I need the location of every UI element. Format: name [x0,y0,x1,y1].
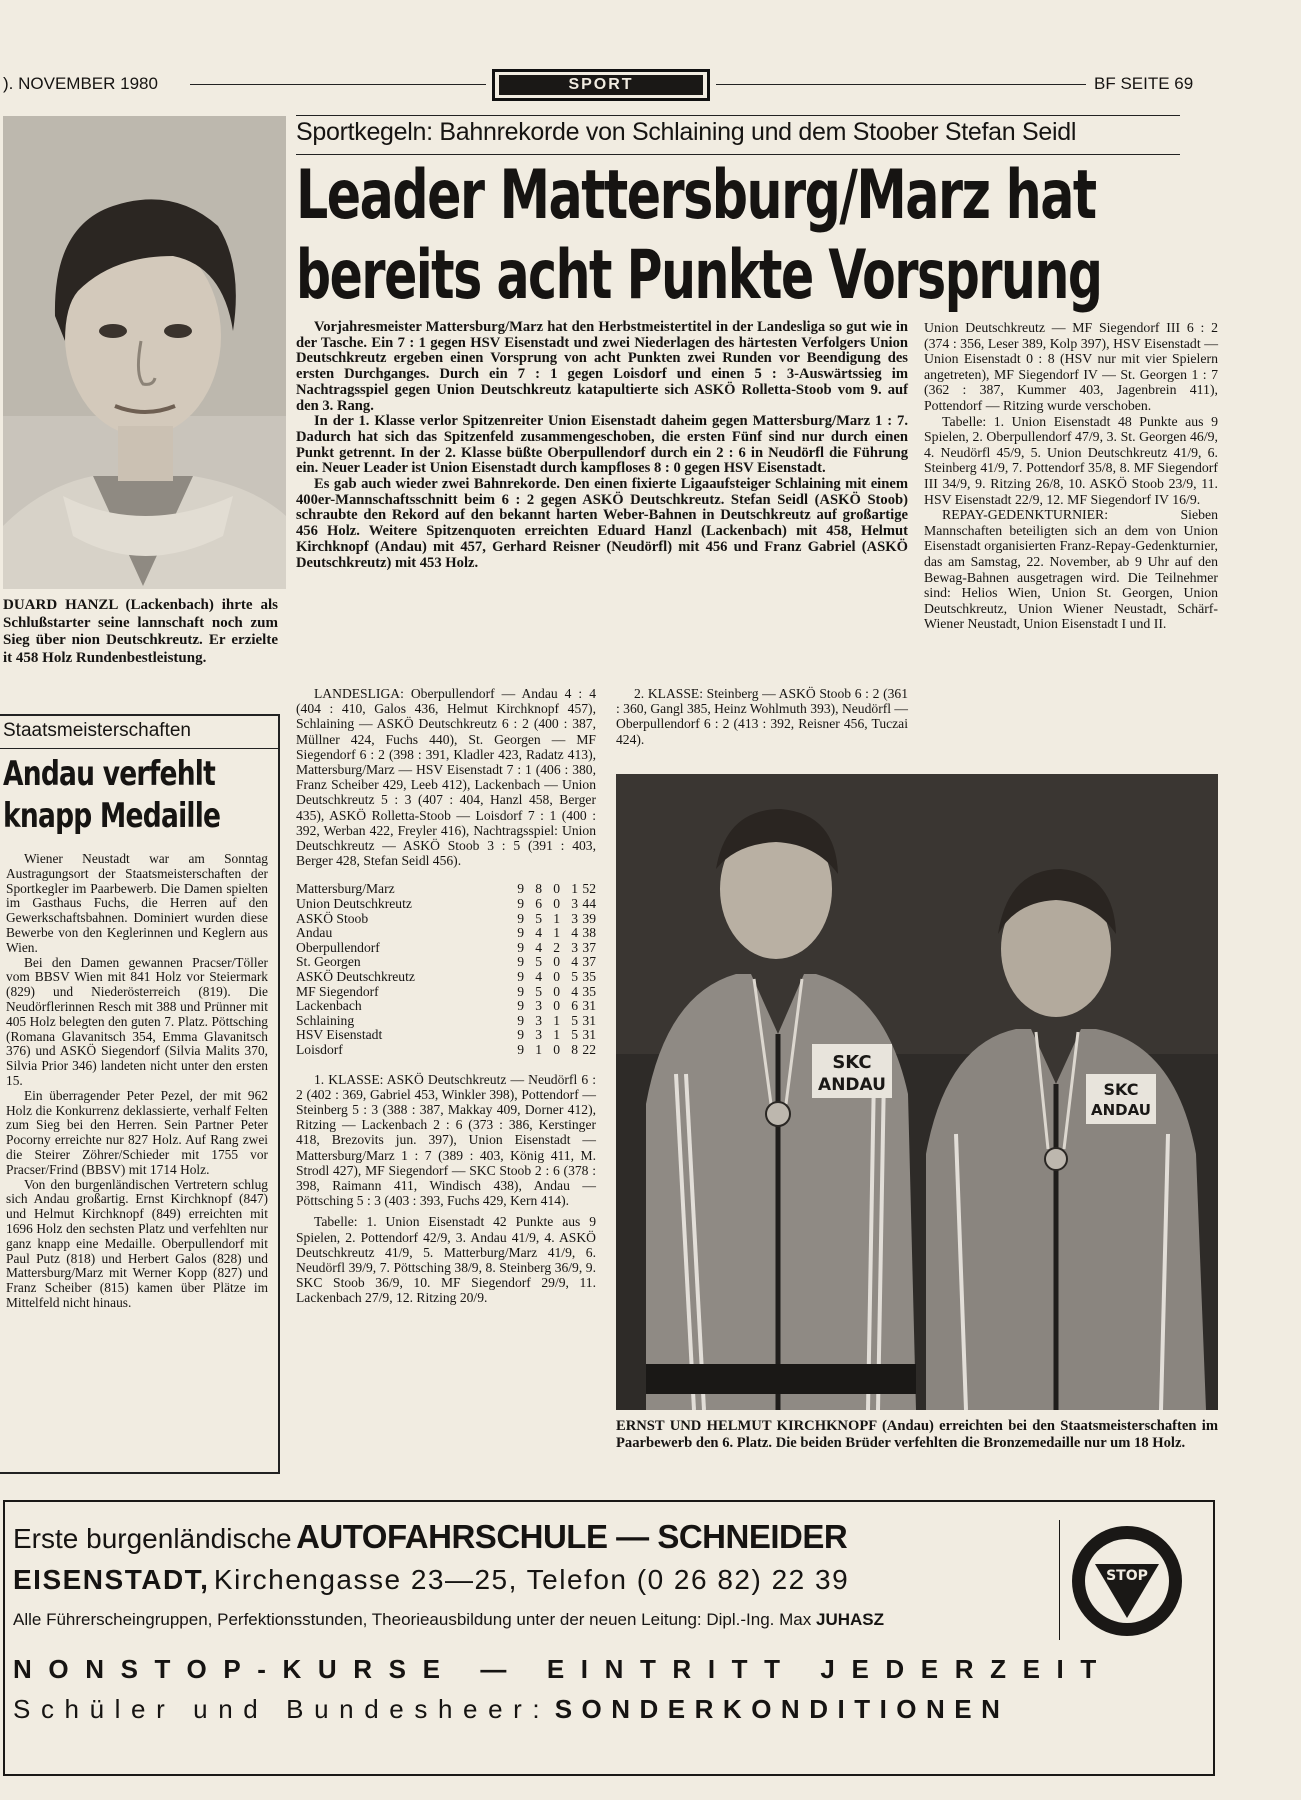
team-photo-image [616,774,1218,1410]
box-paragraph: Bei den Damen gewannen Pracser/Töller vom BBSV Wien mit 841 Holz vor Steiermark (829) und Niederösterreich (819). Die Neudörflerinnen Resch mit 388 und Prünner mit 405 Holz belegten den guten 7. Platz. Pöttsching (Romana Glavanitsch 354, Emma Glavanitsch 376) und ASKÖ Siegendorf (Silvia Malits 370, Silvia Prior 346) landeten nicht unter den ersten 15. [6,954,268,1088]
standings-cell-p: 52 [582,881,596,897]
intro-paragraph: In der 1. Klasse verlor Spitzenreiter Union Eisenstadt daheim gegen Mattersburg/Marz 1 : 7. Dadurch hat sich das Spitzenfeld zusammengeschoben, die ersten Fünf sind nur durch einen Punkt getrennt. In der 2. Klasse büßte Oberpullendorf durch ein 2 : 6 in Neudörfl die Führung ein. Neuer Leader ist Union Eisenstadt durch kampfloses 8 : 0 gegen HSV Eisenstadt. [296,413,908,477]
standings-cell-l: 4 [571,925,578,941]
standings-cell-d: 2 [553,939,560,955]
right-paragraph: Union Deutschkreutz — MF Siegendorf III 6 : 2 (374 : 356, Leser 389, Kolp 397), HSV Eisenstadt — Union Eisenstadt 0 : 8 (HSV nur mit vier Spielern angetreten), MF Siegendorf IV — St. Georgen 1 : 7 (362 : 387, Kummer 403, Jagenbrein 411), Pottendorf — Ritzing wurde verschoben. [924,320,1218,413]
standings-cell-team: St. Georgen [296,954,361,970]
standings-cell-l: 5 [571,1012,578,1028]
portrait-caption: DUARD HANZL (Lackenbach) ihrte als Schlußstarter seine lannschaft noch zum Sieg über nion Deutschkreutz. Er erzielte it 458 Holz Rundenbestleistung. [3,597,278,666]
standings-cell-p: 31 [582,1012,596,1028]
standings-cell-g: 9 [517,939,524,955]
stop-logo-icon [1068,1522,1186,1640]
header-date: ). NOVEMBER 1980 [3,74,158,93]
standings-cell-g: 9 [517,1041,524,1057]
section-badge [492,69,710,101]
standings-cell-g: 9 [517,925,524,941]
standings-cell-l: 6 [571,998,578,1014]
standings-cell-g: 9 [517,969,524,984]
standings-cell-g: 9 [517,910,524,926]
standings-cell-l: 3 [571,910,578,926]
stop-logo-text: STOP [1106,1568,1148,1584]
box-kicker-rule [0,748,278,749]
standings-cell-w: 5 [535,983,542,999]
box-paragraph: Wiener Neustadt war am Sonntag Austragungsort der Staatsmeisterschaften der Sportkegler im Paarbewerb. Die Damen spielten im Gasthaus Fuchs, die Herren auf den Gewerkschaftsbahnen. Dominiert wurden diese Bewerbe von den Keglerinnen und Keglern aus Wien. [6,851,268,955]
standings-cell-w: 4 [535,969,542,984]
standings-cell-w: 6 [535,896,542,912]
standings-cell-p: 44 [582,896,596,912]
standings-cell-d: 0 [553,998,560,1014]
standings-cell-p: 39 [582,910,596,926]
landesliga-column [296,686,596,1306]
standings-row [296,1014,596,1029]
standings-cell-team: ASKÖ Deutschkreutz [296,969,415,984]
ad-box [3,1500,1215,1776]
standings-cell-p: 37 [582,939,596,955]
team-photo [616,774,1218,1410]
standings-cell-d: 1 [553,925,560,941]
standings-cell-d: 1 [553,1012,560,1028]
standings-cell-team: MF Siegendorf [296,983,379,999]
standings-cell-p: 35 [582,983,596,999]
standings-row [296,1028,596,1043]
klasse1-table: Tabelle: 1. Union Eisenstadt 42 Punkte aus 9 Spielen, 2. Pottendorf 42/9, 3. Andau 41/9, 4. ASKÖ Deutschkreutz 41/9, 5. Matterburg/Marz 41/9, 6. Neudörfl 39/9, 7. Pöttsching 38/9, 8. Steinberg 36/9, 9. SKC Stoob 36/9, 10. MF Siegendorf 29/9, 11. Lackenbach 27/9, 12. Ritzing 20/9. [296,1214,596,1306]
standings-row [296,912,596,927]
standings-cell-g: 9 [517,998,524,1014]
standings-cell-team: Mattersburg/Marz [296,881,395,897]
standings-cell-w: 4 [535,939,542,955]
ad-line-2-rest: Kirchengasse 23—25, Telefon (0 26 82) 22 39 [213,1564,850,1595]
standings-cell-d: 0 [553,954,560,970]
standings-cell-l: 3 [571,896,578,912]
standings-row [296,897,596,912]
standings-cell-g: 9 [517,1027,524,1043]
standings-cell-g: 9 [517,954,524,970]
section-badge-inner: SPORT [499,75,703,95]
standings-cell-w: 3 [535,1027,542,1043]
standings-cell-g: 9 [517,896,524,912]
standings-cell-l: 5 [571,1027,578,1043]
standings-row [296,926,596,941]
ad-logo-rule [1059,1520,1060,1640]
standings-cell-p: 38 [582,925,596,941]
standings-cell-l: 1 [571,881,578,897]
jersey-text-bottom: ANDAU [1091,1101,1151,1119]
standings-row [296,941,596,956]
ad-line-3-pre: Alle Führerscheingruppen, Perfektionsstunden, Theorieausbildung unter der neuen Leitung: Dipl.-Ing. Max [13,1610,812,1629]
ad-line-2-city: EISENSTADT, [13,1564,210,1595]
standings-table [296,882,596,1057]
standings-cell-w: 5 [535,910,542,926]
standings-cell-d: 1 [553,1027,560,1043]
standings-cell-w: 3 [535,1012,542,1028]
right-paragraph: REPAY-GEDENKTURNIER: Sieben Mannschaften beteiligten sich an dem von Union Eisenstadt organisierten Franz-Repay-Gedenkturnier, das am Samstag, 22. November, ab 9 Uhr auf den Bewag-Bahnen ausgetragen wird. Die Teilnehmer sind: Helios Wien, Union St. Georgen, Union Deutschkreutz, Union Wiener Neustadt, Schärf-Wiener Neustadt, Union Eisenstadt I und II. [924,507,1218,632]
standings-cell-w: 3 [535,998,542,1014]
standings-cell-team: Andau [296,925,333,941]
article-kicker: Sportkegeln: Bahnrekorde von Schlaining und dem Stoober Stefan Seidl [296,118,1077,146]
standings-cell-d: 0 [553,881,560,897]
box-text [6,852,268,1311]
standings-cell-w: 8 [535,881,542,897]
header-page: BF SEITE 69 [1094,74,1194,93]
ad-line-5 [13,1694,1009,1725]
klasse2-results: 2. KLASSE: Steinberg — ASKÖ Stoob 6 : 2 (361 : 360, Gangl 385, Heinz Wohlmuth 393), Neudörfl — Oberpullendorf 6 : 2 (413 : 392, Reisner 456, Tuczai 424). [616,686,909,747]
standings-row [296,999,596,1014]
standings-cell-p: 22 [582,1041,596,1057]
standings-cell-team: Union Deutschkreutz [296,896,412,912]
jersey-text-top: SKC [1103,1080,1139,1099]
standings-cell-l: 4 [571,954,578,970]
headline-line-2: bereits acht Punkte Vorsprung [296,236,1102,315]
standings-cell-team: Loisdorf [296,1041,343,1057]
klasse1-results: 1. KLASSE: ASKÖ Deutschkreutz — Neudörfl 6 : 2 (402 : 369, Gabriel 453, Winkler 398), Pottendorf — Steinberg 5 : 3 (388 : 387, Makkay 409, Dorner 412), Ritzing — Lackenbach 2 : 6 (373 : 386, Kerstinger 418, Brezovits jun. 397), Union Eisenstadt — Mattersburg/Marz 1 : 7 (389 : 403, König 411, M. Strodl 427), MF Siegendorf — SKC Stoob 2 : 6 (378 : 398, Raimann 411, Windisch 438), Andau — Pöttsching 5 : 3 (403 : 393, Fuchs 429, Kern 414). [296,1071,596,1209]
standings-cell-p: 31 [582,1027,596,1043]
standings-cell-l: 8 [571,1041,578,1057]
ad-line-3 [13,1610,884,1630]
standings-cell-d: 0 [553,969,560,984]
jersey-text-bottom: ANDAU [818,1075,886,1095]
standings-cell-team: Schlaining [296,1012,355,1028]
headline-line-1: Leader Mattersburg/Marz hat [296,156,1096,235]
standings-cell-d: 1 [553,910,560,926]
photo-caption: ERNST UND HELMUT KIRCHKNOPF (Andau) erreichten bei den Staatsmeisterschaften im Paarbewerb den 6. Platz. Die beiden Brüder verfehlten die Bronzemedaille nur um 18 Holz. [616,1418,1218,1451]
ad-line-4: NONSTOP-KURSE — EINTRITT JEDERZEIT [13,1654,1113,1684]
standings-cell-p: 37 [582,954,596,970]
standings-row [296,882,596,897]
klasse2-column [616,686,908,747]
box-paragraph: Von den burgenländischen Vertretern schlug sich Andau großartig. Ernst Kirchknopf (847) und Helmut Kirchknopf (849) erreichten mit 1696 Holz den sechsten Platz und verfehlten nur ganz knapp eine Medaille. Oberpullendorf mit Paul Putz (818) und Herbert Galos (828) und Mattersburg/Marz mit Werner Kopp (827) und Franz Scheiber (815) kamen über Plätze im Mittelfeld nicht hinaus. [6,1176,268,1310]
standings-cell-team: ASKÖ Stoob [296,910,369,926]
intro-paragraph: Es gab auch wieder zwei Bahnrekorde. Den einen fixierte Ligaaufsteiger Schlaining mit einem 400er-Mannschaftsschnitt beim 6 : 2 gegen ASKÖ Deutschkreutz. Stefan Seidl (ASKÖ Stoob) schraubte den Rekord auf den bekannt harten Weber-Bahnen in Deutschkreutz auf großartige 456 Holz. Weitere Spitzenquoten erreichten Eduard Hanzl (Lackenbach) mit 458, Helmut Kirchknopf (Andau) mit 457, Gerhard Reisner (Neudörfl) mit 456 und Franz Gabriel (ASKÖ Deutschkreutz) mit 453 Holz. [296,476,908,571]
standings-cell-g: 9 [517,881,524,897]
intro-paragraph: Vorjahresmeister Mattersburg/Marz hat den Herbstmeistertitel in der Landesliga so gut wie in der Tasche. Ein 7 : 1 gegen HSV Eisenstadt und zwei Niederlagen des härtesten Verfolgers Union Deutschkreutz ergeben einen Vorsprung von acht Punkten zwei Runden vor Beendigung des ersten Durchganges. Durch ein 7 : 1 gegen Loisdorf und einen 5 : 3-Auswärtssieg im Nachtragsspiel gegen Union Deutschkreutz katapultierte sich ASKÖ Rolletta-Stoob vom 9. auf den 3. Rang. [296,319,908,414]
standings-row [296,1043,596,1058]
standings-row [296,985,596,1000]
portrait-photo [3,116,286,589]
kicker-rule [296,115,1180,116]
article-intro [296,320,908,571]
standings-cell-d: 0 [553,896,560,912]
right-paragraph: Tabelle: 1. Union Eisenstadt 48 Punkte aus 9 Spielen, 2. Oberpullendorf 47/9, 3. St. Georgen 46/9, 4. Neudörfl 45/9, 5. Union Deutschkreutz 41/9, 6. Steinberg 41/9, 7. Pottendorf 35/8, 8. MF Siegendorf III 34/9, 9. Ritzing 26/8, 10. ASKÖ Stoob 23/9, 11. HSV Eisenstadt 22/9, 12. MF Siegendorf IV 16/9. [924,413,1218,507]
sidebar-box [0,714,280,1474]
standings-cell-g: 9 [517,1012,524,1028]
standings-cell-team: Oberpullendorf [296,939,380,955]
standings-cell-team: Lackenbach [296,998,362,1014]
ad-line-1-pre: Erste burgenländische [13,1523,292,1554]
standings-cell-w: 5 [535,954,542,970]
ad-line-5-bold: SONDERKONDITIONEN [554,1694,1010,1724]
right-column [924,320,1218,632]
box-kicker: Staatsmeisterschaften [3,720,191,741]
standings-row [296,970,596,985]
ad-line-5-pre: Schüler und Bundesheer: [13,1694,551,1724]
header-rule-left [190,84,486,85]
kicker-rule-bottom [296,154,1180,155]
standings-cell-p: 35 [582,969,596,984]
standings-cell-l: 5 [571,969,578,984]
standings-cell-g: 9 [517,983,524,999]
ad-line-3-name: JUHASZ [815,1610,884,1629]
standings-cell-d: 0 [553,1041,560,1057]
standings-row [296,955,596,970]
standings-cell-d: 0 [553,983,560,999]
standings-cell-team: HSV Eisenstadt [296,1027,383,1043]
jersey-text-top: SKC [832,1052,872,1073]
box-headline-2: knapp Medaille [3,796,221,836]
box-headline-1: Andau verfehlt [3,754,216,794]
standings-cell-p: 31 [582,998,596,1014]
standings-cell-l: 4 [571,983,578,999]
standings-cell-w: 1 [535,1041,542,1057]
portrait-image [3,116,286,589]
header-rule-right [716,84,1086,85]
landesliga-results: LANDESLIGA: Oberpullendorf — Andau 4 : 4 (404 : 410, Galos 436, Helmut Kirchknopf 457), Schlaining — ASKÖ Deutschkreutz 6 : 2 (400 : 387, Müllner 424, Fuchs 440), St. Georgen — MF Siegendorf 6 : 2 (398 : 391, Kladler 423, Radatz 413), Mattersburg/Marz — HSV Eisenstadt 7 : 1 (406 : 380, Franz Scheiber 429, Leeb 412), Lackenbach — Union Deutschkreutz 5 : 3 (407 : 404, Hanzl 458, Berger 435), ASKÖ Rolletta-Stoob — Loisdorf 7 : 1 (400 : 392, Werban 422, Freyler 416), Nachtragsspiel: Union Deutschkreutz — ASKÖ Stoob 3 : 5 (391 : 403, Berger 428, Stefan Seidl 456). [296,686,596,869]
ad-line-1 [13,1518,847,1556]
standings-cell-w: 4 [535,925,542,941]
standings-cell-l: 3 [571,939,578,955]
ad-line-1-bold: AUTOFAHRSCHULE — SCHNEIDER [296,1518,848,1555]
box-paragraph: Ein überragender Peter Pezel, der mit 962 Holz die Konkurrenz deklassierte, verhalf Felten zum Sieg bei den Herren. Sein Partner Peter Pocorny erreichte nur 827 Holz. Auf Rang zwei die Steirer Zöhrer/Schieder mit 1755 vor Pracser/Frind (BBSV) mit 1714 Holz. [6,1087,268,1177]
ad-line-2 [13,1564,849,1596]
